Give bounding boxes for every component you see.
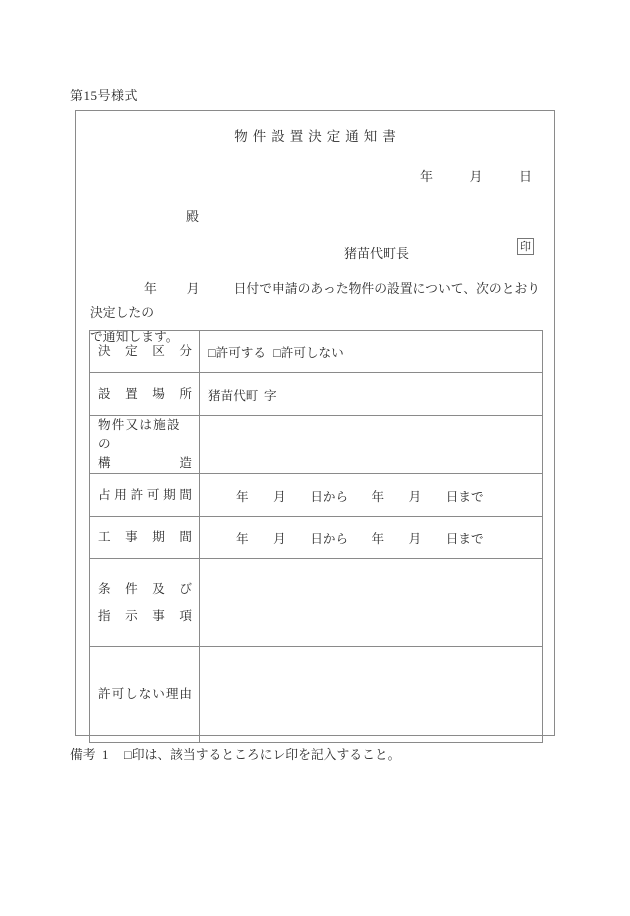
label-char: 条: [98, 581, 111, 596]
label-char: 期: [163, 487, 176, 502]
row-label-decision-category: [90, 331, 200, 373]
label-char: 許: [130, 487, 144, 502]
issue-date-day: 日: [518, 169, 532, 184]
row-label-refusal-reason: [90, 647, 200, 743]
label-char: 間: [179, 530, 192, 544]
label-char: 工: [98, 530, 111, 544]
label-char: 可: [146, 487, 160, 502]
row-label-construction-period: [90, 517, 200, 559]
label-char: 用: [114, 487, 127, 502]
from-day: 日から: [310, 532, 349, 546]
label-char: 置: [125, 386, 138, 401]
location-aza: 字: [264, 388, 277, 403]
decision-table: [89, 330, 543, 743]
label-char: 可: [111, 687, 125, 701]
label-char: 場: [152, 386, 165, 401]
table-row: [90, 559, 543, 647]
label-char: 許: [98, 687, 111, 701]
row-label-occupancy-period: [90, 474, 200, 517]
document-title: 物件設置決定通知書: [234, 129, 401, 144]
checkbox-not-permit[interactable]: □許可しない: [273, 346, 344, 360]
label-line-1: 物件又は施設の: [98, 418, 181, 451]
body-text-line2: で通知します。: [90, 330, 179, 344]
to-year: 年: [371, 532, 385, 546]
label-char: 決: [98, 344, 111, 358]
body-date-month: 月: [186, 282, 200, 296]
table-row: [90, 373, 543, 416]
label-char: 項: [179, 608, 192, 623]
label-char: い: [152, 687, 165, 701]
label-char: 事: [152, 608, 165, 623]
table-row: [90, 647, 543, 743]
label-char: 構: [98, 456, 111, 470]
label-char: 造: [179, 456, 192, 470]
label-char: 間: [179, 487, 192, 502]
to-day: 日まで: [445, 532, 484, 546]
table-row: [90, 416, 543, 474]
issue-date-year: 年: [419, 169, 433, 184]
label-char: 定: [125, 344, 138, 358]
from-day: 日から: [310, 489, 349, 504]
label-char: 及: [152, 581, 165, 596]
from-year: 年: [236, 489, 249, 504]
row-value-construction-period[interactable]: [200, 517, 543, 559]
label-char: 理: [165, 687, 179, 701]
label-char: 占: [98, 487, 111, 502]
table-row: [90, 517, 543, 559]
row-value-conditions-instructions[interactable]: [200, 559, 543, 647]
row-label-structure: [90, 416, 200, 474]
body-text-line1: 日付で申請のあった物件の設置について、次のとおり決定したの: [90, 282, 541, 320]
remark-text: □印は、該当するところにレ印を記入すること。: [124, 748, 401, 762]
row-value-occupancy-period[interactable]: [200, 474, 543, 517]
from-month: 月: [273, 532, 286, 546]
label-char: 事: [125, 530, 138, 544]
to-day: 日まで: [445, 489, 484, 504]
to-month: 月: [408, 489, 422, 504]
remark-number: 1: [102, 748, 109, 762]
row-value-refusal-reason[interactable]: [200, 647, 543, 743]
to-month: 月: [408, 532, 422, 546]
form-number: 第15号様式: [70, 88, 139, 103]
table-row: [90, 474, 543, 517]
remark-note: [70, 744, 400, 763]
from-year: 年: [236, 532, 249, 546]
seal-stamp-icon: 印: [517, 238, 534, 255]
label-char: び: [179, 581, 192, 596]
label-char: 由: [179, 687, 192, 701]
label-char: 区: [152, 344, 165, 358]
label-char: 分: [179, 344, 192, 358]
issue-date-line: [420, 166, 532, 185]
label-char: 件: [125, 581, 138, 596]
addressee-suffix: 殿: [186, 209, 200, 224]
label-char: な: [138, 687, 152, 701]
label-char: し: [125, 687, 138, 701]
table-row: [90, 331, 543, 373]
remark-title: 備考: [70, 748, 96, 762]
row-label-conditions-instructions: [90, 559, 200, 647]
issuer-name: 猪苗代町長: [344, 246, 410, 261]
body-date-year: 年: [144, 282, 157, 296]
notice-frame: [75, 110, 555, 736]
row-value-structure[interactable]: [200, 416, 543, 474]
location-town: 猪苗代町: [208, 388, 259, 403]
issue-date-month: 月: [469, 169, 483, 184]
row-value-install-location[interactable]: [200, 373, 543, 416]
label-char: 所: [179, 386, 192, 401]
checkbox-permit[interactable]: □許可する: [208, 346, 266, 360]
from-month: 月: [273, 489, 286, 504]
row-label-install-location: [90, 373, 200, 416]
to-year: 年: [371, 489, 385, 504]
label-char: 示: [125, 608, 138, 623]
label-char: 設: [98, 386, 111, 401]
row-value-decision-category: [200, 331, 543, 373]
label-char: 指: [98, 608, 111, 623]
label-char: 期: [152, 530, 165, 544]
